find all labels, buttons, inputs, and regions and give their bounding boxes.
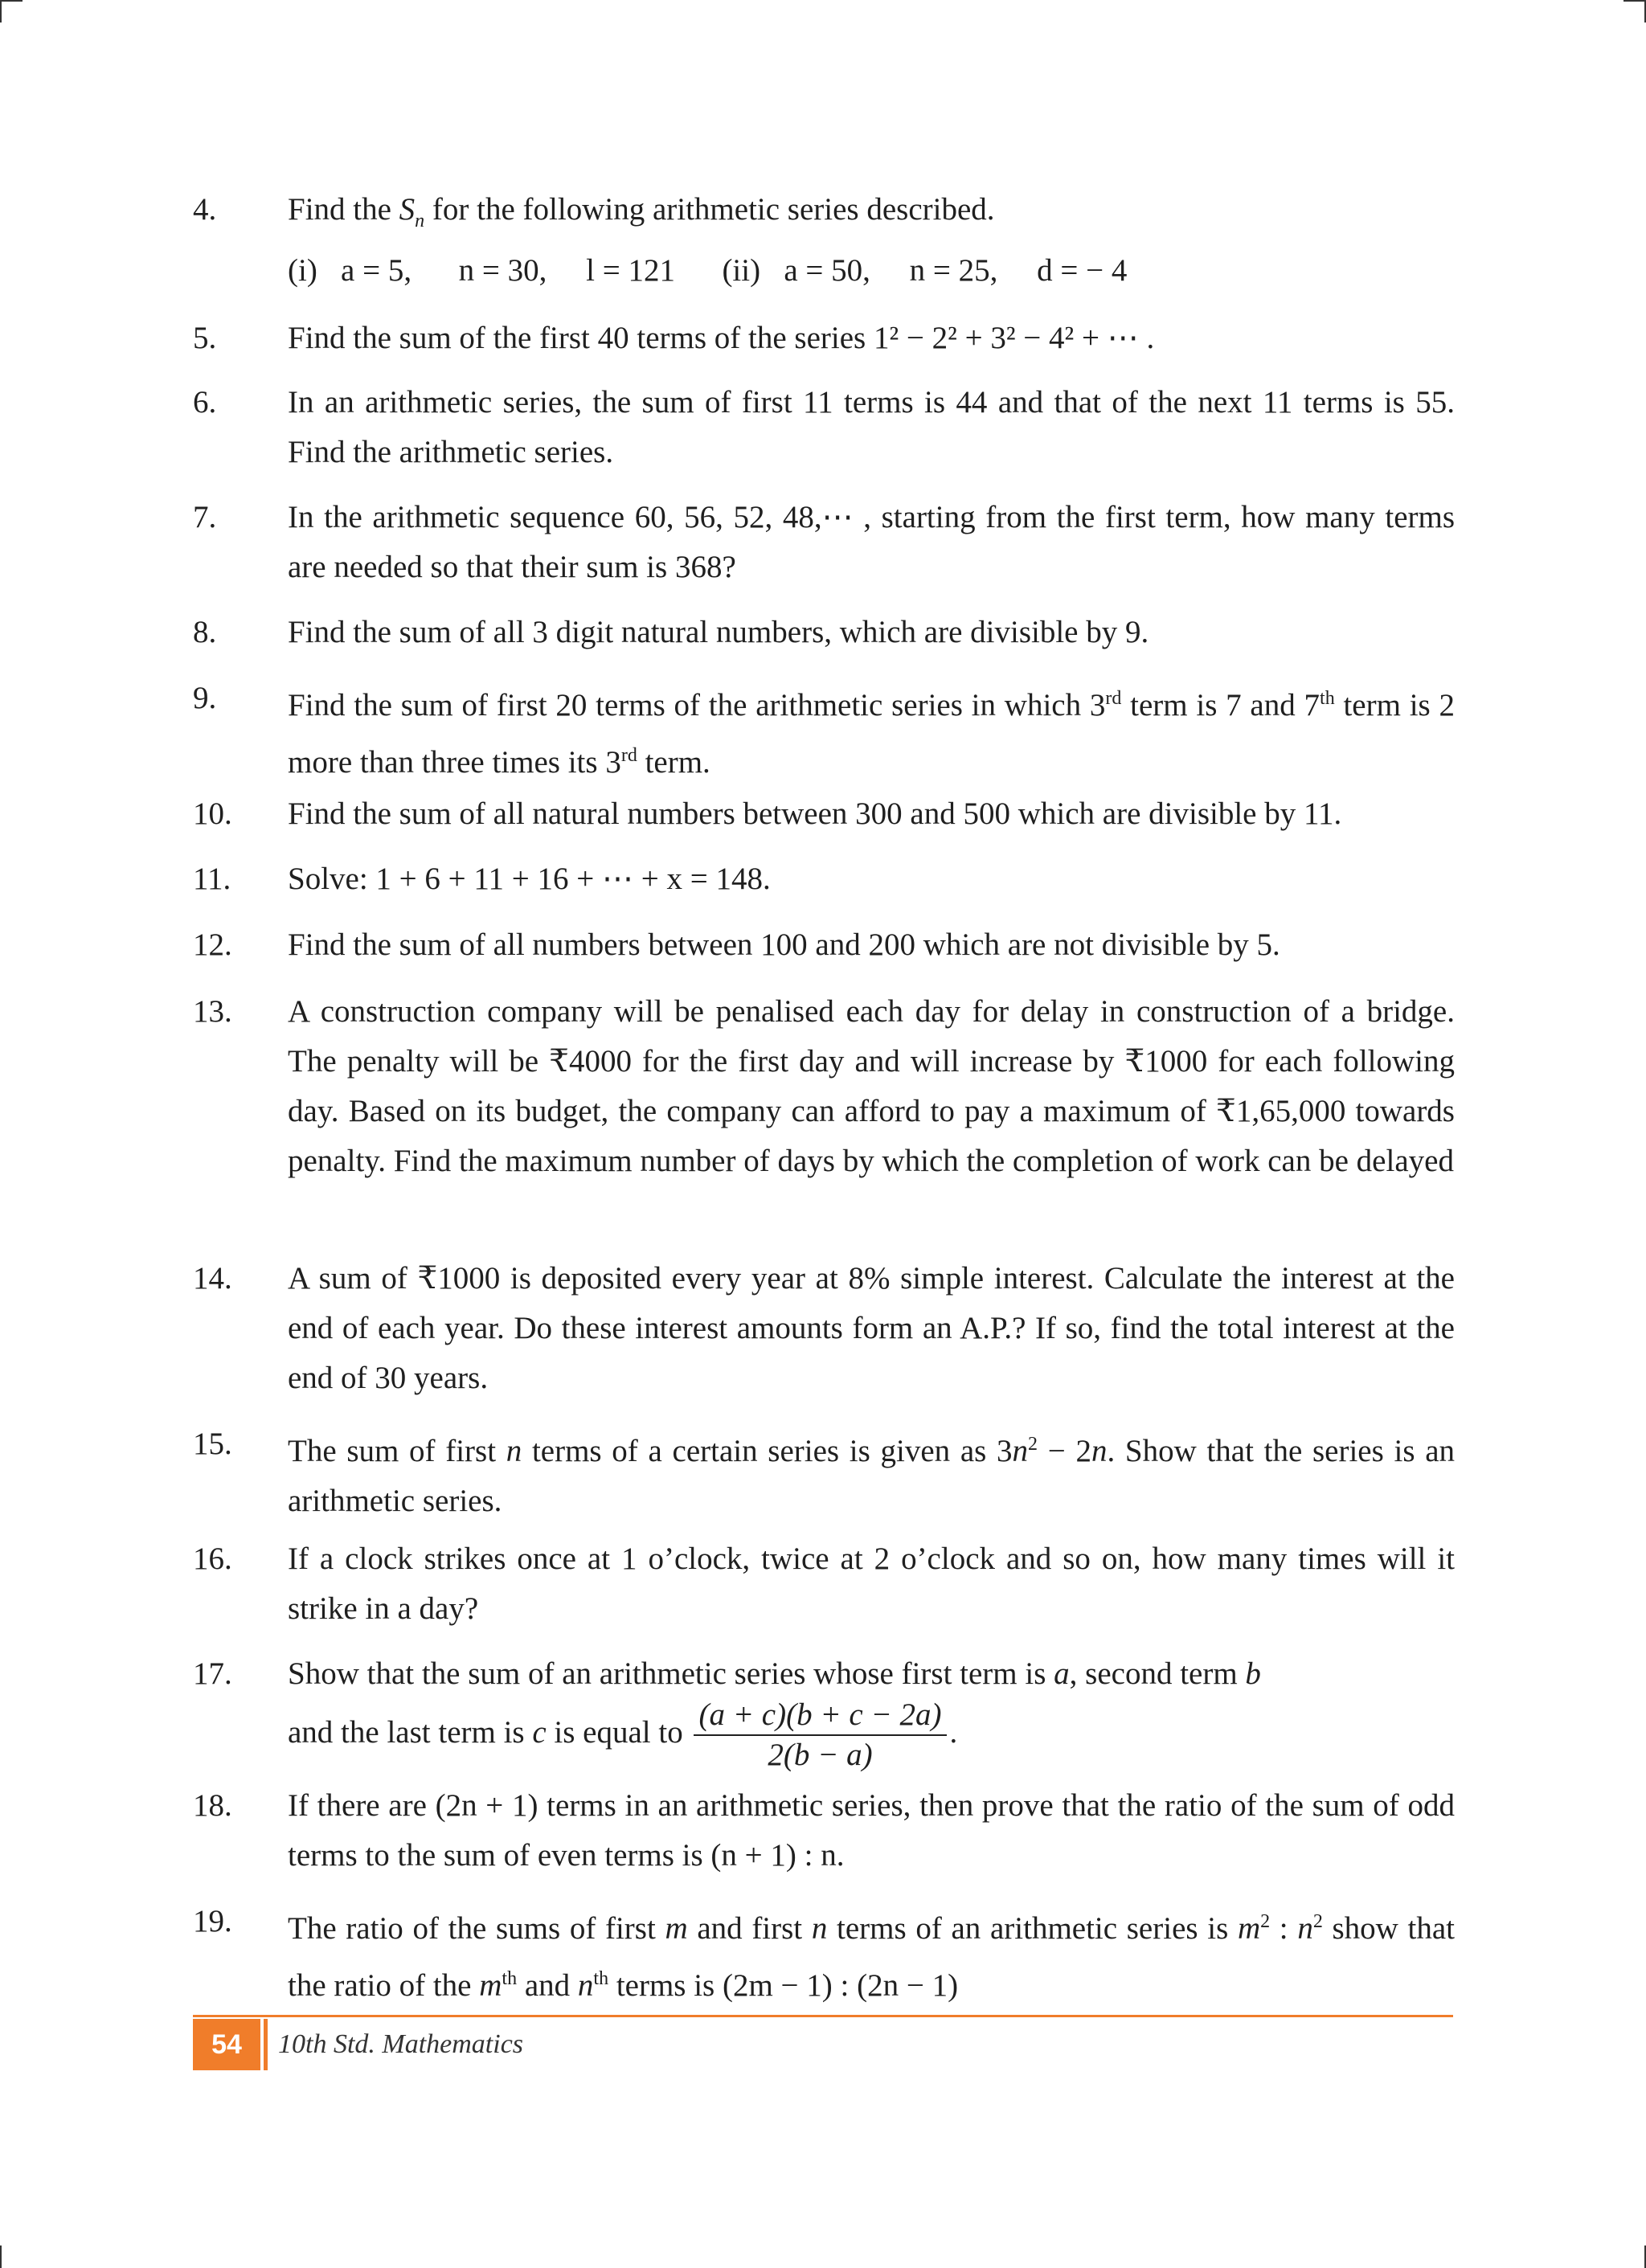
question-text: In the arithmetic sequence 60, 56, 52, 48,⋯ , starting from the first term, how many terms are needed so that their sum is 368?: [288, 500, 1455, 584]
text-part: is equal to: [546, 1714, 691, 1750]
text-part: and the last term is: [288, 1714, 533, 1750]
math-n: n: [1091, 1434, 1108, 1468]
math-s: $S_n$: [399, 192, 425, 231]
question-number: 9.: [193, 681, 217, 715]
text-part: Find the sum of first 20 terms of the arithmetic series in which 3: [288, 688, 1106, 723]
question-number: 18.: [193, 1788, 232, 1823]
text-part: − 2: [1038, 1434, 1091, 1468]
question-number: 10.: [193, 796, 232, 831]
text-part: The sum of first: [288, 1434, 506, 1468]
math-m: m: [665, 1911, 688, 1946]
question-number: 15.: [193, 1427, 232, 1461]
text-part: and first: [687, 1911, 812, 1946]
question-number: 11.: [193, 862, 231, 896]
text-part: , second term: [1069, 1656, 1246, 1691]
question-number: 7.: [193, 500, 217, 534]
math-n: n: [506, 1434, 522, 1468]
question-text: A construction company will be penalised each day for delay in construction of a bridge. The penalty will be ₹4000 for the first day and will increase by ₹1000 for each following day. Based on its budget, the company can afford to pay a maximum of ₹1,65,000 towards penalty. Find the maximum number of days by which the completion of work can be delayed: [288, 994, 1455, 1178]
question-number: 12.: [193, 927, 232, 962]
ordinal-suffix: th: [593, 1968, 609, 1989]
text-part: term.: [637, 745, 710, 780]
crop-mark: [0, 0, 2, 23]
text-part: terms of a certain series is given as 3: [522, 1434, 1013, 1468]
question-text: [288, 1419, 1455, 1526]
text-part: terms of an arithmetic series is: [827, 1911, 1238, 1946]
ordinal-suffix: rd: [620, 745, 637, 766]
crop-mark: [1623, 0, 1646, 2]
question-number: 14.: [193, 1261, 232, 1296]
question-text: [288, 185, 1455, 296]
math-c: c: [532, 1714, 547, 1750]
question-text: If there are (2n + 1) terms in an arithmetic series, then prove that the ratio of the sum of odd terms to the sum of even terms is (n + 1) : n.: [288, 1788, 1455, 1873]
exponent: 2: [1312, 1911, 1323, 1932]
question-number: 4.: [193, 192, 217, 227]
math-n: n: [1012, 1434, 1029, 1468]
text-part: term is 2 more than three times its 3: [288, 688, 1456, 780]
text-part: The ratio of the sums of first: [288, 1911, 665, 1946]
question-text: In an arithmetic series, the sum of first 11 terms is 44 and that of the next 11 terms is 55. Find the arithmetic series.: [288, 385, 1455, 469]
question-number: 6.: [193, 385, 217, 420]
fraction: [694, 1696, 946, 1775]
crop-mark: [0, 0, 23, 2]
question-number: 8.: [193, 615, 217, 649]
text-part: for the following arithmetic series described.: [424, 192, 995, 227]
question-number: 16.: [193, 1541, 232, 1576]
text-part: term is 7 and 7: [1121, 688, 1320, 723]
crop-mark: [0, 2245, 2, 2268]
math-n: n: [1297, 1911, 1313, 1946]
ordinal-suffix: th: [502, 1968, 518, 1989]
question-text: Show that the sum of an arithmetic series whose first term is a, second term b and the last term is c is equal to $\frac{(a + c)(b + c - 2a)}{2(b - a)}$ .: [288, 1649, 1455, 1775]
math-n: n: [577, 1968, 594, 2003]
question-text: Find the sum of all 3 digit natural numbers, which are divisible by 9.: [288, 615, 1149, 649]
book-title: 10th Std. Mathematics: [278, 2029, 524, 2059]
math-n: n: [811, 1911, 828, 1946]
math-m: m: [1237, 1911, 1261, 1946]
question-text: Find the sum of all natural numbers between 300 and 500 which are divisible by 11.: [288, 796, 1342, 831]
text-part: and: [517, 1968, 578, 2003]
text-part: Show that the sum of an arithmetic series whose first term is: [288, 1656, 1054, 1691]
math-b: b: [1245, 1656, 1261, 1691]
question-text: Find the sum of the first 40 terms of the series 1² − 2² + 3² − 4² + ⋯ .: [288, 321, 1155, 355]
exponent: 2: [1260, 1911, 1271, 1932]
ordinal-suffix: th: [1320, 688, 1335, 709]
math-a: a: [1054, 1656, 1070, 1691]
question-text: If a clock strikes once at 1 o’clock, twice at 2 o’clock and so on, how many times will it strike in a day?: [288, 1541, 1455, 1626]
fraction-denominator: 2(b − a): [768, 1738, 873, 1772]
exponent: 2: [1028, 1434, 1038, 1455]
question-text: Find the sum of all numbers between 100 and 200 which are not divisible by 5.: [288, 927, 1280, 962]
footer-separator: [264, 2019, 268, 2070]
fraction-numerator: (a + c)(b + c − 2a): [694, 1696, 946, 1736]
text-part: show that the ratio of the: [288, 1911, 1455, 2003]
ordinal-suffix: rd: [1105, 688, 1122, 709]
footer-rule: [193, 2015, 1453, 2017]
question-number: 13.: [193, 994, 232, 1029]
question-text: [288, 673, 1455, 788]
math-m: m: [479, 1968, 502, 2003]
question-text: The ratio of the sums of first m and first n terms of an arithmetic series is $m^2$ : $n^2$ show that the ratio of the $m^{th}$ and $n^{th}$ terms is (2m − 1) : (2n − 1): [288, 1911, 1455, 2003]
question-text: Solve: 1 + 6 + 11 + 16 + ⋯ + x = 148.: [288, 862, 771, 896]
text-part: terms is (2m − 1) : (2n − 1): [608, 1968, 959, 2003]
question-parts: (i) a = 5, n = 30, l = 121 (ii) a = 50, n = 25, d = − 4: [288, 252, 1128, 288]
text-part: . Show that the series is an arithmetic series.: [288, 1434, 1456, 1518]
question-number: 5.: [193, 321, 217, 355]
page-number: 54: [193, 2019, 260, 2070]
question-number: 17.: [193, 1656, 232, 1691]
question-text: A sum of ₹1000 is deposited every year at 8% simple interest. Calculate the interest at the end of each year. Do these interest amounts form an A.P.? If so, find the total interest at the end of 30 years.: [288, 1261, 1455, 1395]
text-part: Find the: [288, 192, 399, 227]
question-number: 19.: [193, 1904, 232, 1938]
